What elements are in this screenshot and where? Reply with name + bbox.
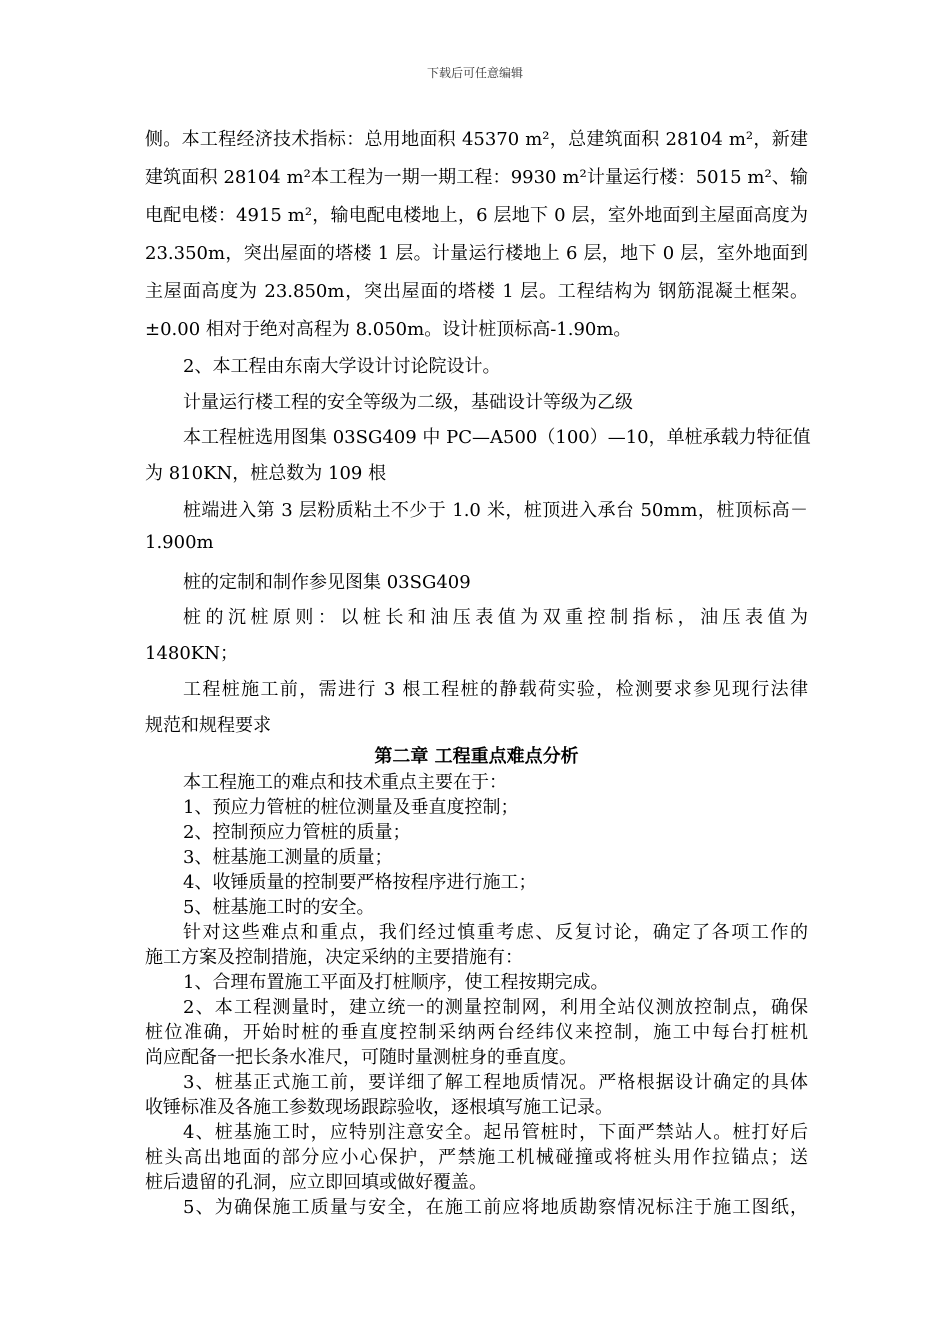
paragraph-line: 桩的定制和制作参见图集 03SG409 — [183, 572, 471, 593]
list-item: 2、控制预应力管桩的质量； — [183, 822, 411, 843]
paragraph-line: 规范和规程要求 — [145, 715, 271, 736]
paragraph-line: 2、本工程由东南大学设计讨论院设计。 — [183, 356, 501, 377]
paragraph-line: 1.900m — [145, 532, 214, 553]
list-item: 2、本工程测量时，建立统一的测量控制网，利用全站仪测放控制点，确保 — [183, 997, 808, 1018]
list-item: 3、桩基施工测量的质量； — [183, 847, 393, 868]
paragraph-line: 1480KN； — [145, 643, 239, 664]
paragraph-line: 主屋面高度为 23.850m，突出屋面的塔楼 1 层。工程结构为 钢筋混凝土框架。 — [145, 281, 808, 302]
paragraph-line: 桩的沉桩原则：以桩长和油压表值为双重控制指标，油压表值为 — [183, 607, 808, 628]
paragraph-line: 23.350m，突出屋面的塔楼 1 层。计量运行楼地上 6 层，地下 0 层，室外地面到 — [145, 243, 808, 264]
list-item: 3、桩基正式施工前，要详细了解工程地质情况。严格根据设计确定的具体 — [183, 1072, 808, 1093]
paragraph-line: 尚应配备一把长条水准尺，可随时量测桩身的垂直度。 — [145, 1047, 577, 1068]
paragraph-line: 桩后遗留的孔洞，应立即回填或做好覆盖。 — [145, 1172, 487, 1193]
list-item: 5、为确保施工质量与安全，在施工前应将地质勘察情况标注于施工图纸， — [183, 1197, 808, 1218]
paragraph-line: 侧。本工程经济技术指标：总用地面积 45370 m²，总建筑面积 28104 m²，新建 — [145, 129, 808, 150]
chapter-title: 第二章 工程重点难点分析 — [374, 746, 579, 767]
paragraph-line: 计量运行楼工程的安全等级为二级，基础设计等级为乙级 — [183, 392, 633, 413]
list-item: 1、预应力管桩的桩位测量及垂直度控制； — [183, 797, 519, 818]
paragraph-line: 桩端进入第 3 层粉质粘土不少于 1.0 米，桩顶进入承台 50mm，桩顶标高－ — [183, 500, 808, 521]
paragraph-line: 桩头高出地面的部分应小心保护，严禁施工机械碰撞或将桩头用作拉锚点；送 — [145, 1147, 808, 1168]
page-header-note: 下载后可任意编辑 — [426, 66, 523, 80]
paragraph-line: 本工程施工的难点和技术重点主要在于： — [183, 772, 507, 793]
paragraph-line: 建筑面积 28104 m²本工程为一期一期工程：9930 m²计量运行楼：5015 m²、输 — [145, 167, 808, 188]
list-item: 4、桩基施工时，应特别注意安全。起吊管桩时，下面严禁站人。桩打好后 — [183, 1122, 808, 1143]
paragraph-line: 桩位准确，开始时桩的垂直度控制采纳两台经纬仪来控制，施工中每台打桩机 — [145, 1022, 808, 1043]
paragraph-line: 工程桩施工前，需进行 3 根工程桩的静载荷实验，检测要求参见现行法律 — [183, 679, 808, 700]
list-item: 4、收锤质量的控制要严格按程序进行施工； — [183, 872, 537, 893]
paragraph-line: 电配电楼：4915 m²，输电配电楼地上，6 层地下 0 层，室外地面到主屋面高度为 — [145, 205, 808, 226]
paragraph-line: 针对这些难点和重点，我们经过慎重考虑、反复讨论，确定了各项工作的 — [183, 922, 808, 943]
paragraph-line: 本工程桩选用图集 03SG409 中 PC—A500（100）—10，单桩承载力特征值 — [183, 427, 811, 448]
paragraph-line: 为 810KN，桩总数为 109 根 — [145, 463, 387, 484]
paragraph-line: 施工方案及控制措施，决定采纳的主要措施有： — [145, 947, 523, 968]
paragraph-line: 收锤标准及各施工参数现场跟踪验收，逐根填写施工记录。 — [145, 1097, 613, 1118]
paragraph-line: ±0.00 相对于绝对高程为 8.050m。设计桩顶标高-1.90m。 — [145, 319, 632, 340]
list-item: 1、合理布置施工平面及打桩顺序，使工程按期完成。 — [183, 972, 609, 993]
list-item: 5、桩基施工时的安全。 — [183, 897, 375, 918]
